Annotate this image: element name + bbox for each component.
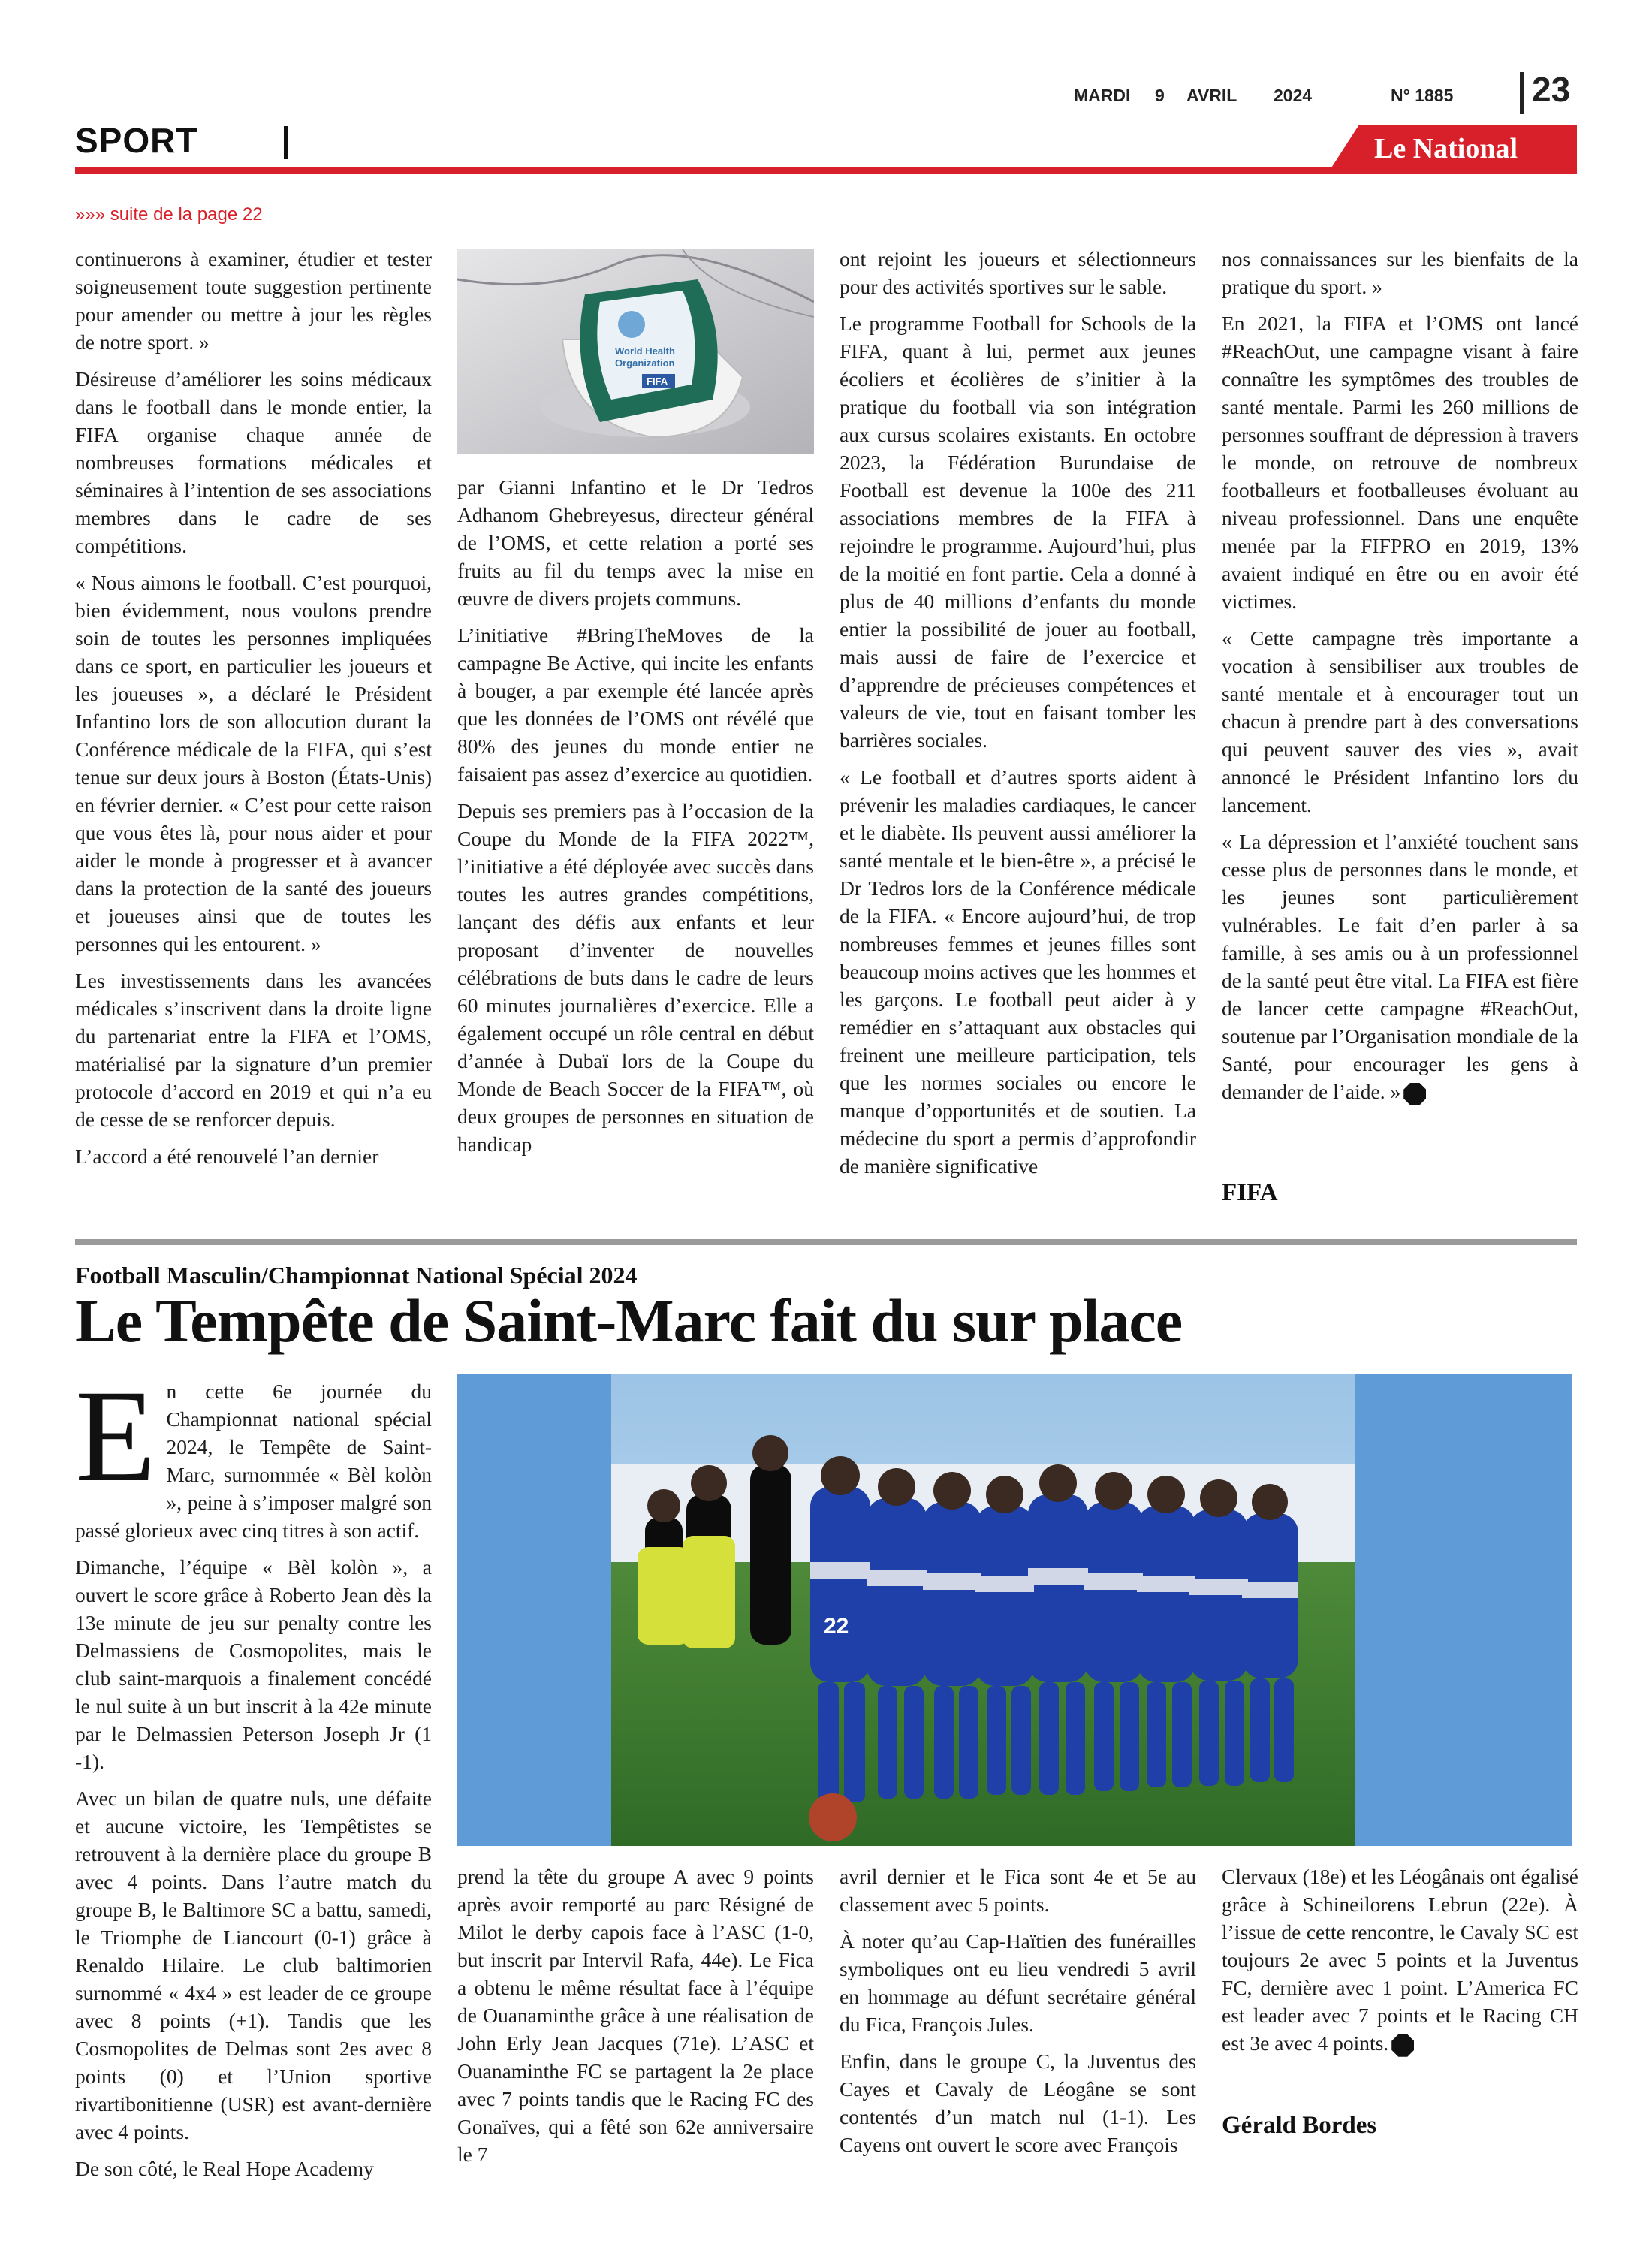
- page-number-divider: [1520, 72, 1524, 114]
- paragraph: prend la tête du groupe A avec 9 points après avoir remporté au parc Résigné de Milot le derby capois face à l’ASC (1-0, but inscrit par Intervil Rafa, 44e). Le Fica a obtenu le même résultat face à l’équipe de Ouanaminthe grâce à une réalisation de John Erly Jean Jacques (71e). L’ASC et Ouanaminthe FC se partagent la 2e place avec 7 points tandis que le Racing FC des Gonaïves, qui a fêté son 62e anniversaire le 7: [457, 1865, 814, 2166]
- issue-number: N° 1885: [1391, 86, 1454, 105]
- jersey-number: 22: [824, 1614, 849, 1639]
- end-mark-icon: [1391, 2034, 1414, 2057]
- who-logo-text-line1: World Health: [615, 345, 675, 357]
- paragraph: « Le football et d’autres sports aident à prévenir les maladies cardiaques, le cancer et le diabète. Ils peuvent aussi améliorer la santé mentale et le bien-être », a précisé le Dr Tedros lors de la Conférence médicale de la FIFA. « Encore aujourd’hui, de trop nombreuses femmes et jeunes filles sont beaucoup moins actives que les hommes et les garçons. Le football peut aider à y remédier en s’attaquant aux obstacles qui freinent une meilleure participation, tels que les normes sociales ou encore le manque d’opportunités et de soutien. La médecine du sport a permis d’approfondir de manière significative: [840, 765, 1196, 1178]
- who-logo-text-line2: Organization: [615, 357, 675, 369]
- paragraph-text: n cette 6e journée du Championnat national spécial 2024, le Tempête de Saint-Marc, surnommée « Bèl kolòn », peine à s’imposer malgré son passé glorieux avec cinq titres à son actif.: [75, 1380, 432, 1542]
- section-label: SPORT: [75, 121, 198, 160]
- paragraph: Désireuse d’améliorer les soins médicaux dans le football dans le monde entier, la FIFA organise chaque année de nombreuses formations médicales et séminaires à l’intention de ses associations membres dans le cadre de ses compétitions.: [75, 367, 432, 557]
- paragraph: De son côté, le Real Hope Academy: [75, 2157, 374, 2180]
- paragraph: L’accord a été renouvelé l’an dernier: [75, 1145, 379, 1168]
- end-mark-icon: [1403, 1083, 1426, 1105]
- paragraph: ont rejoint les joueurs et sélectionneurs pour des activités sportives sur le sable.: [840, 247, 1196, 298]
- article1-column-3: [840, 245, 1196, 1189]
- team-lineup-photo: [457, 1374, 1572, 1846]
- team-lineup-illustration: [457, 1374, 1572, 1846]
- paragraph: avril dernier et le Fica sont 4e et 5e au classement avec 5 points.: [840, 1865, 1196, 1916]
- paragraph: Dimanche, l’équipe « Bèl kolòn », a ouvert le score grâce à Roberto Jean dès la 13e minute de jeu sur penalty contre les Delmassiens de Cosmopolites, mais le club saint-marquois a finalement concédé le nul suite à un but inscrit à la 42e minute par le Delmassien Peterson Joseph Jr (1 -1).: [75, 1555, 432, 1773]
- article2-headline: Le Tempête de Saint-Marc fait du sur place: [75, 1286, 1183, 1355]
- paragraph: Le programme Football for Schools de la FIFA, quant à lui, permet aux jeunes écoliers et écolières de s’initier à la pratique du football via son intégration aux cursus scolaires existants. En octobre 2023, la Fédération Burundaise de Football est devenue la 100e des 211 associations membres de la FIFA à rejoindre le programme. Aujourd’hui, plus de la moitié en font partie. Cela a donné à plus de 40 millions d’enfants du monde entier la possibilité de jouer au football, mais aussi de faire de l’exercice et d’apprendre de précieuses compétences et valeurs de vie, tout en faisant tomber les barrières sociales.: [840, 312, 1196, 752]
- paragraph: « Nous aimons le football. C’est pourquoi, bien évidemment, nous voulons prendre soin de toutes les personnes impliquées dans ce sport, en particulier les joueurs et les joueuses », a déclaré le Président Infantino lors de son allocution durant la Conférence médicale de la FIFA, qui s’est tenue sur deux jours à Boston (États-Unis) en février dernier. « C’est pour cette raison que vous êtes là, pour nous aider et pour aider le monde à progresser et à avancer dans la protection de la santé des joueurs et joueuses ainsi que de toutes les personnes qui les entourent. »: [75, 571, 432, 955]
- paragraph: Depuis ses premiers pas à l’occasion de la Coupe du Monde de la FIFA 2022™, l’initiative a été déployée avec succès dans toutes les autres grandes compétitions, lançant des défis aux enfants et leur proposant d’inventer de nouvelles célébrations de buts dans le cadre de leurs 60 minutes journalières d’exercice. Elle a également occupé un rôle central en début d’année à Dubaï lors de la Coupe du Monde de Beach Soccer de la FIFA™, où deux groupes de personnes en situation de handicap: [457, 799, 814, 1156]
- issue-day: MARDI: [1074, 86, 1131, 105]
- lead-paragraph: [75, 1363, 432, 1544]
- paragraph: nos connaissances sur les bienfaits de la pratique du sport. »: [1222, 247, 1578, 298]
- article2-column-3: [840, 1862, 1196, 2167]
- paragraph: par Gianni Infantino et le Dr Tedros Adhanom Ghebreyesus, directeur général de l’OMS, et cette relation a porté ses fruits au fil du temps avec la mise en œuvre de divers projets communs.: [457, 475, 814, 610]
- article2-column-4: [1222, 1862, 1578, 2066]
- article2-kicker: Football Masculin/Championnat National Spécial 2024: [75, 1262, 638, 1289]
- paragraph: À noter qu’au Cap-Haïtien des funérailles symboliques ont eu lieu vendredi 5 avril en hommage au défunt secrétaire général du Fica, François Jules.: [840, 1929, 1196, 2036]
- fifa-tag-text: FIFA: [647, 376, 668, 387]
- paragraph: Les investissements dans les avancées médicales s’inscrivent dans la droite ligne du partenariat entre la FIFA et l’OMS, matérialisé par la signature d’un premier protocole d’accord en 2019 et qui n’a eu de cesse de se renforcer depuis.: [75, 969, 432, 1131]
- header-red-rule: [75, 167, 1577, 174]
- paragraph: En 2021, la FIFA et l’OMS ont lancé #ReachOut, une campagne visant à faire connaître les symptômes des troubles de santé mentale. Parmi les 260 millions de personnes souffrant de dépression à travers le monde, on retrouve de nombreux footballeurs et footballeuses évoluant au niveau professionnel. Dans une enquête menée par la FIFPRO en 2019, 13% avaient indiqué en être ou en avoir été victimes.: [1222, 312, 1578, 613]
- paragraph: L’initiative #BringTheMoves de la campagne Be Active, qui incite les enfants à bouger, a par exemple été lancée après que les données de l’OMS ont révélé que 80% des jeunes du monde entier ne faisaient pas assez d’exercice au quotidien.: [457, 623, 814, 786]
- paragraph-last: [1222, 1862, 1578, 2057]
- paragraph: continuerons à examiner, étudier et tester soigneusement toute suggestion pertinente pour amender ou mettre à jour les règles de notre sport. »: [75, 247, 432, 354]
- issue-year: 2024: [1274, 86, 1313, 105]
- article1-column-1: [75, 245, 432, 1179]
- issue-date-number: 9: [1155, 86, 1165, 105]
- article1-signature: FIFA: [1222, 1179, 1278, 1206]
- article2-column-2: [457, 1862, 814, 2177]
- article2-signature: Gérald Bordes: [1222, 2112, 1377, 2139]
- bracelet-illustration: [457, 249, 814, 454]
- drop-cap: E: [75, 1363, 156, 1510]
- paragraph: Avec un bilan de quatre nuls, une défaite et aucune victoire, les Tempêtistes se retrouvent à la dernière place du groupe B avec 4 points. Dans l’autre match du groupe B, le Baltimore SC a battu, samedi, le Triomphe de Liancourt (0-1) grâce à Renaldo Hilaire. Le club baltimorien surnommé « 4x4 » est leader de ce groupe avec 8 points (+1). Tandis que les Cosmopolites de Delmas sont 2es avec 8 points (0) et l’Union sportive rivartibonitienne (USR) est avant-dernière avec 4 points.: [75, 1787, 432, 2143]
- paragraph-text: Clervaux (18e) et les Léogânais ont égalisé grâce à Schineilorens Lebrun (22e). À l’issue de cette rencontre, le Cavaly SC est toujours 2e avec 5 points et la Juventus FC, dernière avec 1 point. L’America FC est leader avec 7 points et le Racing CH est 3e avec 4 points.: [1222, 1865, 1578, 2055]
- issue-month: AVRIL: [1186, 86, 1237, 105]
- page-number: 23: [1532, 70, 1571, 109]
- continued-from-link[interactable]: »»» suite de la page 22: [75, 204, 263, 225]
- who-fifa-bracelet-photo: [457, 249, 814, 454]
- article1-column-4: [1222, 245, 1578, 1114]
- section-divider: [284, 126, 288, 159]
- article1-column-2: [457, 473, 814, 1167]
- paragraph: « Cette campagne très importante a vocation à sensibiliser aux troubles de santé mentale et à encourager tout un chacun à prendre part à des conversations qui peuvent sauver des vies », avait annoncé le Président Infantino lors du lancement.: [1222, 626, 1578, 816]
- paragraph-text: « La dépression et l’anxiété touchent sans cesse plus de personnes dans le monde, et les jeunes sont particulièrement vulnérables. Le fait d’en parler à sa famille, à ses amis ou à un professionnel de la santé peut être vital. La FIFA est fière de lancer cette campagne #ReachOut, soutenue par l’Organisation mondiale de la Santé, pour encourager les gens à demander de l’aide. »: [1222, 830, 1578, 1103]
- paragraph-last: [1222, 828, 1578, 1105]
- newspaper-brand: Le National: [1374, 133, 1518, 164]
- paragraph: Enfin, dans le groupe C, la Juventus des Cayes et Cavaly de Léogâne se sont contentés d’un match nul (1-1). Les Cayens ont ouvert le score avec François: [840, 2049, 1196, 2156]
- date-line: [1074, 86, 1494, 110]
- article-divider: [75, 1239, 1577, 1245]
- article2-column-1: [75, 1363, 432, 2191]
